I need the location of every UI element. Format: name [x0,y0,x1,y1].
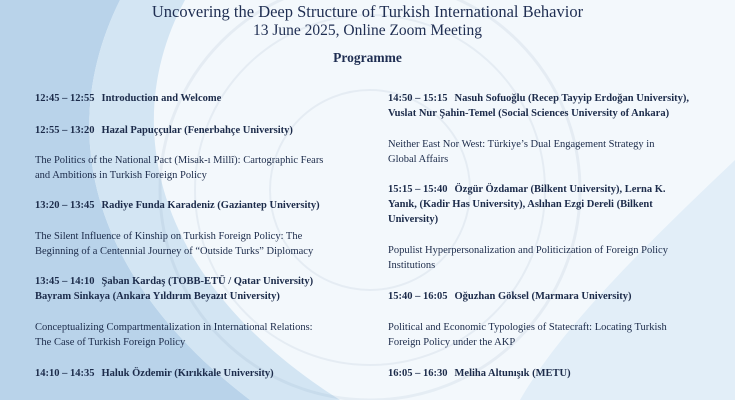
session-speaker: Yanık, (Kadir Has University), Aslıhan Ezgi Dereli (Bilkent [388,199,653,210]
session-speaker: Oğuzhan Göksel (Marmara University) [454,291,632,302]
session-time: 13:45 – 14:10 [35,276,95,287]
session-kardas [35,274,375,289]
session-altunisik [388,366,713,381]
paper-title: The Silent Influence of Kinship on Turkish Foreign Policy: The [35,231,303,242]
paper-title: The Politics of the National Pact (Misak-ı Millî): Cartographic Fears [35,155,324,166]
paper-title: Institutions [388,260,436,271]
session-time: 15:15 – 15:40 [388,184,448,195]
session-time: 13:20 – 13:45 [35,200,95,211]
paper-title: The Case of Turkish Foreign Policy [35,337,186,348]
session-time: 12:45 – 12:55 [35,93,95,104]
paper-title: and Ambitions in Turkish Foreign Policy [35,170,207,181]
event-title: Uncovering the Deep Structure of Turkish International Behavior [151,2,584,21]
session-speaker: University) [388,214,439,225]
session-speaker: Hazal Papuççular (Fenerbahçe University) [101,125,293,136]
session-ozdamar [388,182,713,197]
session-time: 14:50 – 15:15 [388,93,448,104]
paper-title: Conceptualizing Compartmentalization in International Relations: [35,322,313,333]
session-time: 12:55 – 13:20 [35,125,95,136]
session-time: 14:10 – 14:35 [35,368,95,379]
paper-title: Foreign Policy under the AKP [388,337,516,348]
session-speaker: Vuslat Nur Şahin-Temel (Social Sciences University of Ankara) [388,108,670,119]
session-goksel [388,289,713,304]
session-speaker: Introduction and Welcome [101,93,222,104]
session-speaker: Meliha Altunışık (METU) [454,368,571,379]
paper-title: Political and Economic Typologies of Statecraft: Locating Turkish [388,322,667,333]
paper-title: Populist Hyperpersonalization and Politicization of Foreign Policy [388,245,668,256]
session-intro [35,91,375,106]
programme-heading: Programme [333,50,402,65]
event-date-location: 13 June 2025, Online Zoom Meeting [252,22,483,39]
paper-title: Neither East Nor West: Türkiye’s Dual Engagement Strategy in [388,139,655,150]
session-speaker: Özgür Özdamar (Bilkent University), Lerna K. [454,184,666,195]
paper-title: Beginning of a Centennial Journey of “Outside Turks” Diplomacy [35,246,314,257]
session-papuccular [35,123,375,138]
session-speaker: Nasuh Sofuoğlu (Recep Tayyip Erdoğan University), [454,93,690,104]
session-sofuoglu [388,91,713,106]
session-speaker: Şaban Kardaş (TOBB-ETÜ / Qatar University) [101,276,314,287]
session-ozdemir [35,366,375,381]
paper-title: Global Affairs [388,154,449,165]
session-time: 16:05 – 16:30 [388,368,448,379]
session-karadeniz [35,198,375,213]
session-speaker: Haluk Özdemir (Kırıkkale University) [101,368,274,379]
session-speaker: Bayram Sinkaya (Ankara Yıldırım Beyazıt University) [35,291,280,302]
session-time: 15:40 – 16:05 [388,291,448,302]
session-speaker: Radiye Funda Karadeniz (Gaziantep University) [101,200,320,211]
